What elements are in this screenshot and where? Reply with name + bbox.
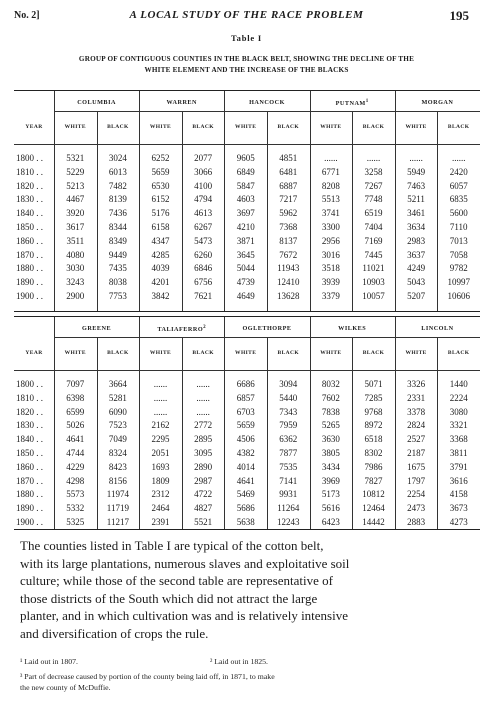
table-cell: 5071 xyxy=(364,379,383,389)
table-cell: 5659 xyxy=(236,420,255,431)
table-cell: 7753 xyxy=(108,291,127,301)
table-cell: 8324 xyxy=(108,448,127,458)
table-cell: 3634 xyxy=(407,222,426,232)
paragraph-line: those districts of the South which did not attract the large xyxy=(20,590,318,606)
black-header: BLACK xyxy=(192,124,214,130)
table-cell: 11021 xyxy=(362,263,385,274)
caption-line: WHITE ELEMENT AND THE INCREASE OF THE BLACKS xyxy=(144,66,349,74)
table-cell: 8302 xyxy=(364,448,383,458)
table-cell: 4014 xyxy=(236,461,255,472)
table-cell: 3969 xyxy=(321,475,340,486)
table-cell: 3673 xyxy=(449,503,468,514)
year-cell: 1850 . . xyxy=(16,222,43,232)
table-cell: 3300 xyxy=(321,222,340,232)
table-cell: 3378 xyxy=(407,406,426,417)
table-cell: 6599 xyxy=(66,406,85,417)
black-header: BLACK xyxy=(277,124,300,130)
year-cell: 1880 . . xyxy=(16,263,43,274)
table-cell: 2391 xyxy=(151,517,170,527)
table-cell: 2772 xyxy=(194,420,213,431)
table-cell: 7877 xyxy=(279,448,298,458)
white-header: WHITE xyxy=(235,124,257,130)
table-cell: 3630 xyxy=(321,434,340,445)
table-cell: 12410 xyxy=(277,277,300,288)
year-cell: 1900 . . xyxy=(16,291,43,301)
table-cell: 4641 xyxy=(236,475,255,486)
table-cell: ...... xyxy=(153,379,168,389)
footnote-3-line: ³ Part of decrease caused by portion of the county being laid off, in 1871, to make xyxy=(20,672,275,681)
table-cell: 6703 xyxy=(236,406,255,417)
table-cell: 5616 xyxy=(321,503,340,514)
table-cell: 7435 xyxy=(108,263,127,274)
table-cell: 6519 xyxy=(364,208,383,219)
white-header: WHITE xyxy=(149,350,172,356)
county-header: MORGAN xyxy=(421,99,454,106)
county-header: PUTNAM$^1$ xyxy=(335,99,369,108)
table-cell: 4080 xyxy=(66,249,85,260)
table-cell: 8349 xyxy=(108,235,127,246)
table-cell: 5321 xyxy=(66,153,85,163)
table-cell: 6887 xyxy=(279,180,298,191)
table-cell: 5026 xyxy=(66,420,85,431)
table-cell: 11719 xyxy=(106,503,129,514)
table-cell: 1809 xyxy=(151,475,170,486)
table-cell: 5521 xyxy=(194,517,213,527)
table-cell: 4613 xyxy=(194,208,213,219)
table-cell: 3617 xyxy=(66,222,85,232)
paragraph-line: with its large plantations, numerous slaves and exploitative soil xyxy=(20,555,350,571)
table-cell: 6530 xyxy=(151,180,170,191)
table-cell: 6260 xyxy=(194,249,213,260)
table-cell: 2956 xyxy=(321,235,340,246)
county-header: WILKES xyxy=(338,325,367,332)
table-cell: 5176 xyxy=(151,208,170,219)
table-cell: 6057 xyxy=(449,180,468,191)
rule xyxy=(14,144,480,145)
table-cell: 7748 xyxy=(364,194,383,205)
table-one xyxy=(14,90,480,312)
table-cell: 3511 xyxy=(66,235,85,246)
table-cell: 4722 xyxy=(194,489,213,500)
table-cell: 3518 xyxy=(321,263,340,274)
table-cell: 4158 xyxy=(449,489,468,500)
table-cell: 3094 xyxy=(279,379,298,389)
table-cell: 5847 xyxy=(236,180,255,191)
black-header: BLACK xyxy=(447,350,470,356)
table-cell: 7013 xyxy=(449,235,468,246)
table-cell: 3697 xyxy=(236,208,255,219)
county-header: GREENE xyxy=(82,325,112,332)
table-cell: 11217 xyxy=(106,517,129,527)
table-cell: 3939 xyxy=(321,277,340,288)
table-cell: 2987 xyxy=(194,475,213,486)
table-cell: 1797 xyxy=(407,475,426,486)
black-header: BLACK xyxy=(107,124,129,130)
table-cell: 7049 xyxy=(108,434,127,445)
table-cell: ...... xyxy=(153,392,168,403)
table-cell: 11264 xyxy=(277,503,300,514)
footnote-3-line: the new county of McDuffie. xyxy=(20,683,111,692)
table-cell: 4249 xyxy=(407,263,426,274)
table-cell: 2312 xyxy=(151,489,170,500)
table-cell: 2900 xyxy=(66,291,85,301)
table-cell: 4100 xyxy=(194,180,213,191)
year-cell: 1800 . . xyxy=(16,153,43,163)
table-cell: 3080 xyxy=(449,406,468,417)
table-cell: 3243 xyxy=(66,277,85,288)
year-header: YEAR xyxy=(25,124,43,130)
table-cell: 3030 xyxy=(66,263,85,274)
year-cell: 1850 . . xyxy=(16,448,43,458)
table-cell: 3645 xyxy=(236,249,255,260)
table-cell: 2824 xyxy=(407,420,426,431)
table-cell: 6267 xyxy=(194,222,213,232)
white-header: WHITE xyxy=(320,124,342,130)
table-cell: 1675 xyxy=(407,461,426,472)
table-cell: 6849 xyxy=(236,166,255,177)
year-header: YEAR xyxy=(25,350,43,356)
table-cell: 4467 xyxy=(66,194,85,205)
table-cell: 3871 xyxy=(236,235,255,246)
table-cell: 3016 xyxy=(321,249,340,260)
table-cell: 3434 xyxy=(321,461,340,472)
table-cell: 2895 xyxy=(194,434,213,445)
table-cell: 6481 xyxy=(279,166,298,177)
paragraph-line: The counties listed in Table I are typical of the cotton belt, xyxy=(20,538,324,553)
table-cell: 9768 xyxy=(364,406,383,417)
table-cell: 7267 xyxy=(364,180,383,191)
table-cell: 8032 xyxy=(321,379,340,389)
table-cell: 7368 xyxy=(279,222,298,232)
table-cell: 4641 xyxy=(66,434,85,445)
table-cell: 4744 xyxy=(66,448,85,458)
rule xyxy=(14,370,480,371)
table-cell: 7404 xyxy=(364,222,383,232)
table-cell: 9449 xyxy=(108,249,127,260)
year-cell: 1840 . . xyxy=(16,208,43,219)
table-cell: 6846 xyxy=(194,263,213,274)
table-cell: 2420 xyxy=(449,166,468,177)
table-cell: 4229 xyxy=(66,461,85,472)
table-cell: ...... xyxy=(409,153,423,163)
table-cell: 10997 xyxy=(447,277,470,288)
table-cell: 2077 xyxy=(194,153,213,163)
table-cell: 3616 xyxy=(449,475,468,486)
table-cell: 7482 xyxy=(108,180,127,191)
table-cell: 7959 xyxy=(279,420,298,431)
table-cell: 1440 xyxy=(449,379,468,389)
table-cell: 4210 xyxy=(236,222,255,232)
table-cell: 4347 xyxy=(151,235,170,246)
table-cell: ...... xyxy=(196,392,210,403)
table-cell: 5325 xyxy=(66,517,85,527)
table-cell: 3461 xyxy=(407,208,426,219)
table-cell: 7535 xyxy=(279,461,298,472)
table-cell: 4273 xyxy=(449,517,468,527)
table-cell: 5469 xyxy=(236,489,255,500)
table-cell: 7838 xyxy=(321,406,340,417)
table-cell: 3326 xyxy=(407,379,426,389)
table-cell: 3368 xyxy=(449,434,468,445)
table-cell: 8038 xyxy=(108,277,127,288)
table-cell: 6090 xyxy=(108,406,127,417)
white-header: WHITE xyxy=(320,350,342,356)
table-cell: 6756 xyxy=(194,277,213,288)
year-cell: 1880 . . xyxy=(16,489,43,500)
year-cell: 1900 . . xyxy=(16,517,43,527)
table-cell: 10606 xyxy=(447,291,470,301)
footnote-3 xyxy=(20,671,478,693)
table-cell: 2464 xyxy=(151,503,170,514)
table-cell: 5332 xyxy=(66,503,85,514)
table-cell: 3741 xyxy=(321,208,340,219)
table-cell: 7986 xyxy=(364,461,383,472)
table-cell: 4851 xyxy=(279,153,298,163)
table-cell: 6013 xyxy=(108,166,127,177)
county-header: HANCOCK xyxy=(249,99,285,106)
table-cell: 6423 xyxy=(321,517,340,527)
table-cell: 5686 xyxy=(236,503,255,514)
table-cell: 6771 xyxy=(321,166,340,177)
table-cell: 2473 xyxy=(407,503,426,514)
table-cell: 4603 xyxy=(236,194,255,205)
table-cell: ...... xyxy=(366,153,381,163)
table-cell: 2295 xyxy=(151,434,170,445)
table-cell: 13628 xyxy=(277,291,300,301)
table-cell: 2187 xyxy=(407,448,426,458)
table-cell: 5207 xyxy=(407,291,426,301)
table-cell: 4506 xyxy=(236,434,255,445)
table-cell: 4649 xyxy=(236,291,255,301)
table-cell: 5440 xyxy=(279,392,298,403)
table-cell: 4382 xyxy=(236,448,255,458)
year-cell: 1830 . . xyxy=(16,420,43,431)
table-cell: 5513 xyxy=(321,194,340,205)
table-cell: 8972 xyxy=(364,420,383,431)
year-cell: 1820 . . xyxy=(16,180,43,191)
table-cell: 5213 xyxy=(66,180,85,191)
table-cell: 11974 xyxy=(106,489,129,500)
table-cell: 5211 xyxy=(407,194,425,205)
table-cell: 5573 xyxy=(66,489,85,500)
table-cell: 3842 xyxy=(151,291,170,301)
body-paragraph xyxy=(20,537,478,643)
table-cell: 1693 xyxy=(151,461,170,472)
table-cell: ...... xyxy=(196,406,210,417)
paragraph-line: and diversification of crops the rule. xyxy=(20,625,209,641)
table-cell: 3258 xyxy=(364,166,383,177)
table-cell: 2890 xyxy=(194,461,213,472)
table-cell: 6158 xyxy=(151,222,170,232)
white-header: WHITE xyxy=(235,350,257,356)
black-header: BLACK xyxy=(447,124,470,130)
table-cell: 7463 xyxy=(407,180,426,191)
table-cell: 9931 xyxy=(279,489,298,500)
page-number: 195 xyxy=(449,8,469,23)
table-cell: 2224 xyxy=(449,392,468,403)
table-two xyxy=(14,316,480,530)
table-cell: ...... xyxy=(324,153,338,163)
table-cell: 5265 xyxy=(321,420,340,431)
running-header xyxy=(14,8,479,26)
table-cell: 6835 xyxy=(449,194,468,205)
table-cell: 5473 xyxy=(194,235,213,246)
year-cell: 1860 . . xyxy=(16,461,43,472)
table-cell: 7827 xyxy=(364,475,383,486)
table-cell: 5600 xyxy=(449,208,468,219)
table-cell: 7058 xyxy=(449,249,468,260)
table-cell: 3664 xyxy=(108,379,127,389)
black-header: BLACK xyxy=(192,350,214,356)
table-cell: 2162 xyxy=(151,420,170,431)
footnote-1: ¹ Laid out in 1807. xyxy=(20,657,78,666)
table-cell: 3791 xyxy=(449,461,468,472)
table-cell: 10057 xyxy=(362,291,385,301)
table-cell: 5949 xyxy=(407,166,426,177)
table-cell: 3805 xyxy=(321,448,340,458)
table-cell: 6857 xyxy=(236,392,255,403)
paragraph-line: planter, and in which cultivation was and is relatively intensive xyxy=(20,608,349,624)
table-cell: 8344 xyxy=(108,222,127,232)
table-cell: 4298 xyxy=(66,475,85,486)
table-cell: 5044 xyxy=(236,263,255,274)
footnote-2: ² Laid out in 1825. xyxy=(210,657,268,666)
table-cell: ...... xyxy=(153,406,168,417)
table-cell: 9605 xyxy=(236,153,255,163)
black-header: BLACK xyxy=(107,350,129,356)
table-cell: 6518 xyxy=(364,434,383,445)
table-cell: 6152 xyxy=(151,194,170,205)
table-cell: 6686 xyxy=(236,379,255,389)
table-cell: 7602 xyxy=(321,392,340,403)
year-cell: 1890 . . xyxy=(16,277,43,288)
table-cell: 8208 xyxy=(321,180,340,191)
year-cell: 1890 . . xyxy=(16,503,43,514)
county-header: OGLETHORPE xyxy=(242,325,292,332)
table-cell: 3811 xyxy=(449,448,468,458)
table-cell: 10812 xyxy=(362,489,385,500)
table-cell: 7445 xyxy=(364,249,383,260)
table-cell: 7097 xyxy=(66,379,85,389)
table-cell: 12243 xyxy=(277,517,300,527)
year-cell: 1810 . . xyxy=(16,392,43,403)
table-cell: 7523 xyxy=(108,420,127,431)
year-cell: 1840 . . xyxy=(16,434,43,445)
issue-number: No. 2] xyxy=(14,10,40,21)
table-cell: 7141 xyxy=(279,475,298,486)
table-cell: 8137 xyxy=(279,235,298,246)
white-header: WHITE xyxy=(405,124,427,130)
white-header: WHITE xyxy=(149,124,172,130)
table-cell: 14442 xyxy=(362,517,385,527)
black-header: BLACK xyxy=(362,124,385,130)
black-header: BLACK xyxy=(277,350,300,356)
table-cell: 10903 xyxy=(362,277,385,288)
table-cell: 4201 xyxy=(151,277,170,288)
table-cell: 2331 xyxy=(407,392,426,403)
table-cell: 2254 xyxy=(407,489,426,500)
table-cell: 5638 xyxy=(236,517,255,527)
table-cell: 4285 xyxy=(151,249,170,260)
table-cell: 5962 xyxy=(279,208,298,219)
table-cell: 3379 xyxy=(321,291,340,301)
table-cell: 3637 xyxy=(407,249,426,260)
black-header: BLACK xyxy=(362,350,385,356)
footnote-row xyxy=(20,656,478,667)
white-header: WHITE xyxy=(405,350,427,356)
white-header: WHITE xyxy=(64,124,86,130)
table-cell: 7217 xyxy=(279,194,298,205)
table-cell: 7436 xyxy=(108,208,127,219)
table-cell: 2051 xyxy=(151,448,170,458)
table-cell: 9782 xyxy=(449,263,468,274)
table-cell: 7343 xyxy=(279,406,298,417)
table-cell: 3095 xyxy=(194,448,213,458)
table-cell: ...... xyxy=(196,379,210,389)
table-label: Table I xyxy=(230,33,263,43)
table-cell: 2883 xyxy=(407,517,426,527)
table-cell: 6398 xyxy=(66,392,85,403)
table-cell: 4739 xyxy=(236,277,255,288)
table-cell: 6252 xyxy=(151,153,170,163)
table-cell: 5043 xyxy=(407,277,426,288)
table-cell: 8423 xyxy=(108,461,127,472)
year-cell: 1870 . . xyxy=(16,249,43,260)
table-cell: 3066 xyxy=(194,166,213,177)
caption-line: GROUP OF CONTIGUOUS COUNTIES IN THE BLACK BELT, SHOWING THE DECLINE OF THE xyxy=(78,55,415,63)
table-cell: 3321 xyxy=(449,420,468,431)
table-cell: 4794 xyxy=(194,194,213,205)
table-cell: 3920 xyxy=(66,208,85,219)
table-cell: 8156 xyxy=(108,475,127,486)
table-cell: 2527 xyxy=(407,434,426,445)
table-cell: 7672 xyxy=(279,249,298,260)
table-cell: 12464 xyxy=(362,503,385,514)
table-cell: ...... xyxy=(451,153,466,163)
table-cell: 7621 xyxy=(194,291,213,301)
table-cell: 4039 xyxy=(151,263,170,274)
table-cell: 6362 xyxy=(279,434,298,445)
running-title: A LOCAL STUDY OF THE RACE PROBLEM xyxy=(129,9,364,21)
table-cell: 8139 xyxy=(108,194,127,205)
table-cell: 3024 xyxy=(108,153,127,163)
table-caption xyxy=(14,54,479,76)
white-header: WHITE xyxy=(64,350,86,356)
year-cell: 1830 . . xyxy=(16,194,43,205)
table-cell: 5173 xyxy=(321,489,340,500)
county-header: COLUMBIA xyxy=(77,99,116,106)
table-cell: 5281 xyxy=(108,392,127,403)
table-cell: 11943 xyxy=(277,263,300,274)
year-cell: 1800 . . xyxy=(16,379,43,389)
year-cell: 1820 . . xyxy=(16,406,43,417)
table-cell: 7169 xyxy=(364,235,383,246)
year-cell: 1860 . . xyxy=(16,235,43,246)
year-cell: 1870 . . xyxy=(16,475,43,486)
year-cell: 1810 . . xyxy=(16,166,43,177)
county-header: LINCOLN xyxy=(421,325,454,332)
table-cell: 5229 xyxy=(66,166,85,177)
county-header: TALIAFERRO$^2$ xyxy=(157,325,207,334)
table-cell: 7110 xyxy=(449,222,468,232)
table-cell: 5659 xyxy=(151,166,170,177)
table-cell: 2983 xyxy=(407,235,426,246)
paragraph-line: culture; while those of the second table are representative of xyxy=(20,573,333,589)
county-header: WARREN xyxy=(166,99,198,106)
table-cell: 4827 xyxy=(194,503,213,514)
table-cell: 7285 xyxy=(364,392,383,403)
